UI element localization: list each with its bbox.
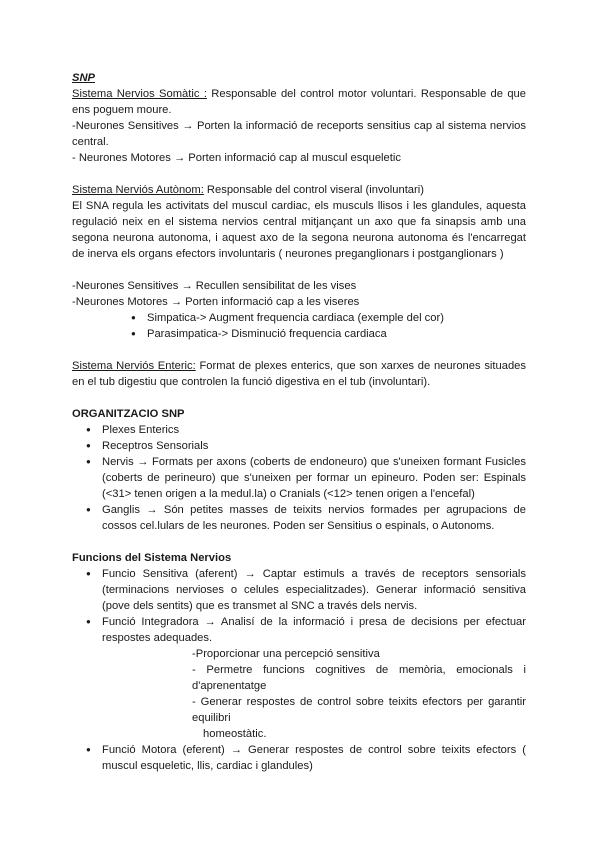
integradora-subline: - Permetre funcions cognitives de memòria, emocionals i d'aprenentatge <box>192 664 526 692</box>
org-list <box>84 422 526 534</box>
funcio-integradora-item <box>84 614 526 742</box>
org-heading: ORGANITZACIO SNP <box>72 408 185 420</box>
funcio-sensitiva-item: ● Funcio Sensitiva (aferent) → Captar estimuls a través de receptors sensorials (terminacions nervioses o celules especialitzades). Generar informació sensitiva (pove dels sentits) que es transmet al SNC a través dels nervis. <box>84 566 526 614</box>
list-item: ● Plexes Enterics <box>84 422 526 438</box>
funcio-motora-item: ● Funció Motora (eferent) → Generar respostes de control sobre teixits efectors ( muscul esqueletic, llis, cardiac i glandules) <box>84 742 526 774</box>
autonom-text: Responsable del control viseral (involuntari) <box>203 184 424 196</box>
somatic-label: Sistema Nervios Somàtic : <box>72 88 207 100</box>
funcions-heading: Funcions del Sistema Nervios <box>72 552 232 564</box>
autonom-paragraph: El SNA regula les activitats del muscul cardiac, els musculs llisos i les glandules, aquesta regulació neix en el sistema nervios central mitjançant un axo que fa sinapsis amb una segona neurona autonoma, i aquest axo de la segona neurona autonoma és l'encarregat de inerva els organs efectors involuntaris ( neurones preganglionars i postganglionars ) <box>72 200 526 260</box>
somatic-line-motores: - Neurones Motores → Porten informació cap al muscul esqueletic <box>72 152 401 164</box>
list-item: ● Ganglis → Són petites masses de teixits nervios formades per agrupacions de cossos cel.lulars de les neurones. Poden ser Sensitius o espinals, o Autonoms. <box>84 502 526 534</box>
enteric-text: Format de plexes enterics, que son xarxes de neurones situades en el tub digestiu que controlen la funció digestiva en el tub (involuntari). <box>72 360 526 388</box>
enteric-label: Sistema Nerviós Enteric: <box>72 360 196 372</box>
somatic-paragraph <box>72 86 526 118</box>
integradora-subline: homeostàtic. <box>203 728 267 740</box>
document-page <box>72 70 526 774</box>
autonom-line-sensitives: -Neurones Sensitives → Recullen sensibilitat de les vises <box>72 280 357 292</box>
funcions-list <box>84 566 526 774</box>
list-item: ● Receptros Sensorials <box>84 438 526 454</box>
enteric-paragraph <box>72 358 526 390</box>
doc-title: SNP <box>72 72 96 84</box>
somatic-text: Responsable del control motor voluntari. Responsable de que ens poguem moure. <box>72 88 526 116</box>
autonom-label: Sistema Nerviós Autònom: <box>72 184 204 196</box>
autonom-heading-line <box>72 182 526 198</box>
funcio-integradora-text: ● Funció Integradora → Analisí de la informació i presa de decisions per efectuar respostes adequades. <box>102 616 526 644</box>
list-item: ● Nervis → Formats per axons (coberts de endoneuro) que s'uneixen formant Fusicles (coberts de perineuro) que s'uneixen per formar un epineuro. Poden ser: Espinals (<31> tenen origen a la medul.la) o Cranials (<12> tenen origen a l'encefal) <box>84 454 526 502</box>
somatic-line-sensitives: -Neurones Sensitives → Porten la informació de receports sensitius cap al sistema nervios central. <box>72 120 526 148</box>
integradora-subline: - Generar respostes de control sobre teixits efectors per garantir equilibri <box>192 696 526 724</box>
integradora-subline: -Proporcionar una percepció sensitiva <box>192 648 380 660</box>
list-item: ● Parasimpatica-> Disminució frequencia cardiaca <box>129 326 526 342</box>
autonom-line-motores: -Neurones Motores → Porten informació cap a les viseres <box>72 296 360 308</box>
autonom-bullet-list <box>129 310 526 342</box>
list-item: ● Simpatica-> Augment frequencia cardiaca (exemple del cor) <box>129 310 526 326</box>
